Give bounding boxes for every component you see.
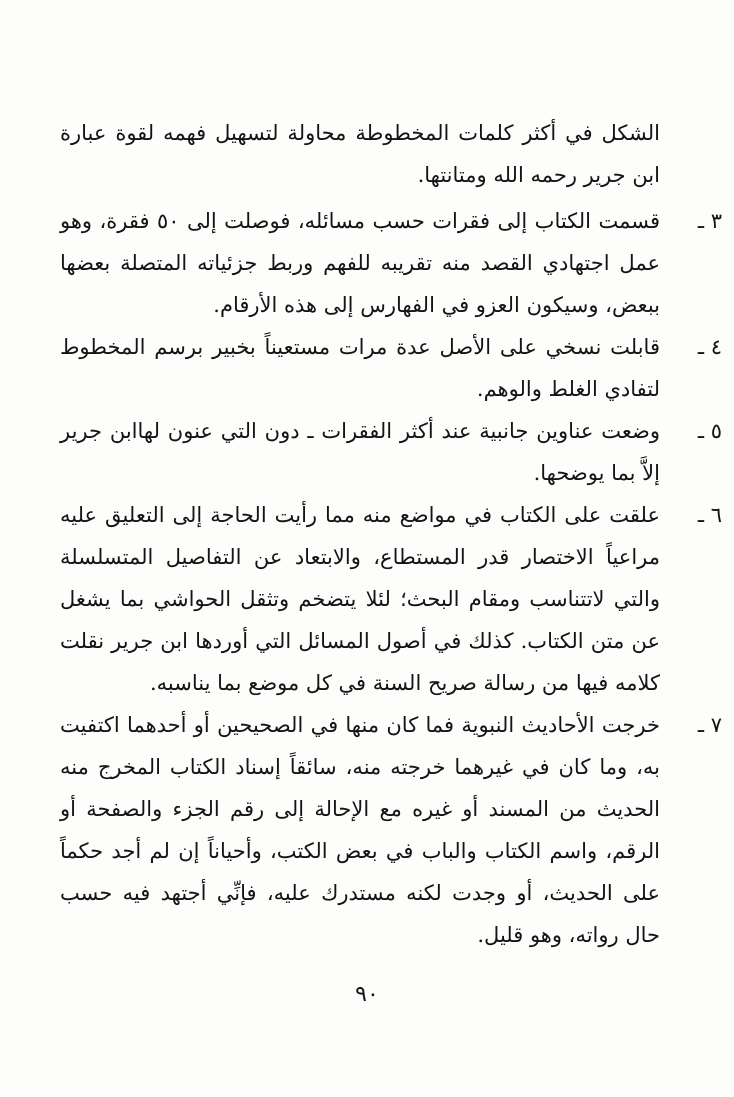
list-item [60, 326, 722, 410]
item-number: ٣ ـ [697, 209, 722, 233]
list-item [60, 410, 722, 494]
item-text: وضعت عناوين جانبية عند أكثر الفقرات ـ دون التي عنون لهاابن جرير إلاَّ بما يوضحها. [60, 419, 660, 485]
item-number: ٥ ـ [697, 419, 722, 443]
list-item [60, 494, 722, 704]
item-text: قسمت الكتاب إلى فقرات حسب مسائله، فوصلت إلى ٥٠ فقرة، وهو عمل اجتهادي القصد منه تقريبه للفهم وربط جزئياته المتصلة بعضها ببعض، وسيكون العزو في الفهارس إلى هذه الأرقام. [60, 209, 660, 317]
page-number: ٩٠ [355, 982, 379, 1007]
numbered-list [60, 200, 722, 956]
list-item [60, 704, 722, 956]
intro-paragraph-block [60, 112, 660, 196]
list-item [60, 200, 722, 326]
item-text: خرجت الأحاديث النبوية فما كان منها في الصحيحين أو أحدهما اكتفيت به، وما كان في غيرهما خرجته منه، سائقاً إسناد الكتاب المخرج منه الحديث من المسند أو غيره مع الإحالة إلى رقم الجزء والصفحة أو الرقم، واسم الكتاب والباب في بعض الكتب، وأحياناً إن لم أجد حكماً على الحديث، أو وجدت لكنه مستدرك عليه، فإنِّي أجتهد فيه حسب حال رواته، وهو قليل. [60, 713, 660, 947]
item-number: ٦ ـ [697, 503, 722, 527]
item-text: علقت على الكتاب في مواضع منه مما رأيت الحاجة إلى التعليق عليه مراعياً الاختصار قدر المستطاع، والابتعاد عن التفاصيل المتسلسلة والتي لاتتناسب ومقام البحث؛ لئلا يتضخم وتثقل الحواشي بما يشغل عن متن الكتاب. كذلك في أصول المسائل التي أوردها ابن جرير نقلت كلامه فيها من رسالة صريح السنة في كل موضع بما يناسبه. [60, 503, 660, 695]
item-number: ٤ ـ [697, 335, 722, 359]
intro-paragraph: الشكل في أكثر كلمات المخطوطة محاولة لتسهيل فهمه لقوة عبارة ابن جرير رحمه الله ومتانتها. [60, 121, 660, 187]
item-number: ٧ ـ [697, 713, 722, 737]
item-text: قابلت نسخي على الأصل عدة مرات مستعيناً بخبير برسم المخطوط لتفادي الغلط والوهم. [60, 335, 660, 401]
